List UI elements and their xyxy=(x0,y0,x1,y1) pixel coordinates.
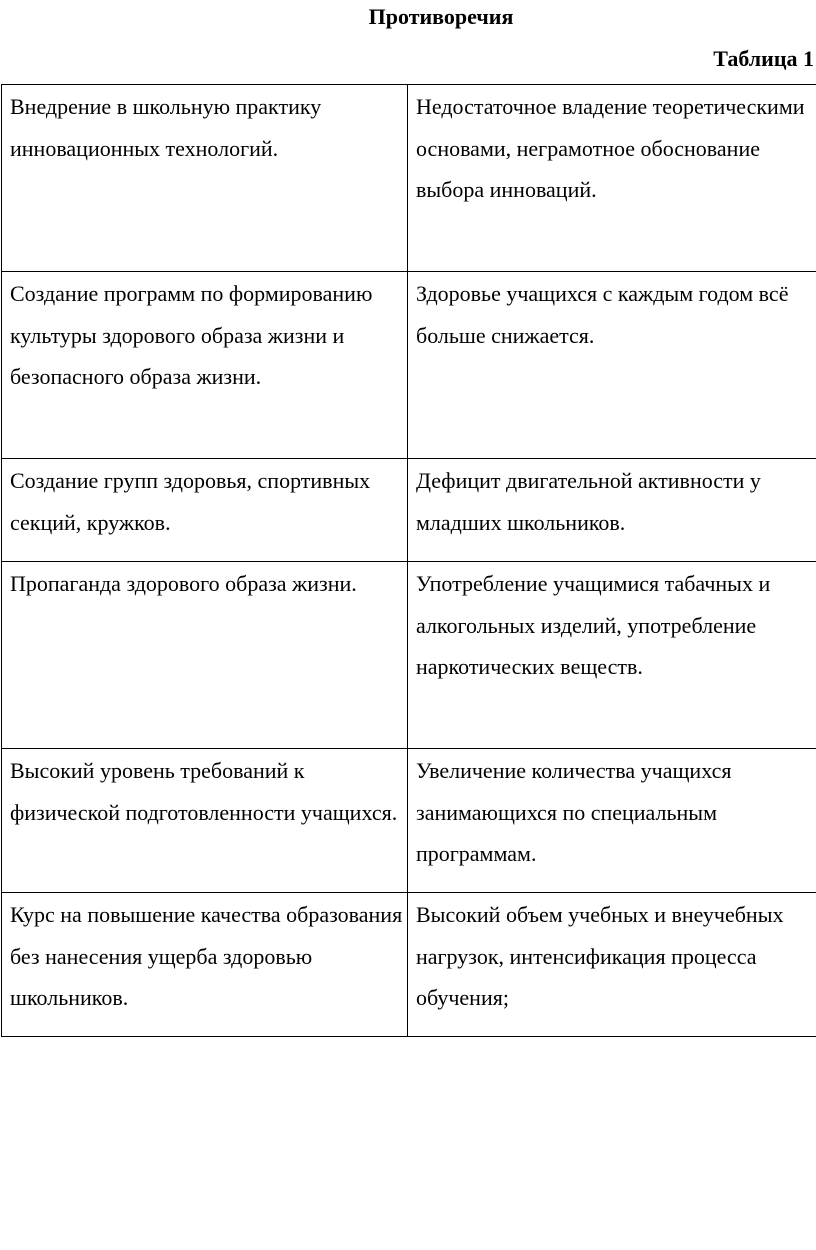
table-cell-left: Создание программ по формированию культуры здорового образа жизни и безопасного образа жизни. xyxy=(2,272,408,459)
table-cell-right: Употребление учащимися табачных и алкогольных изделий, употребление наркотических веществ. xyxy=(408,562,816,749)
table-row xyxy=(2,459,816,562)
table-cell-left: Высокий уровень требований к физической подготовленности учащихся. xyxy=(2,749,408,893)
table-cell-right: Недостаточное владение теоретическими основами, неграмотное обоснование выбора инноваций. xyxy=(408,85,816,272)
table-cell-left: Пропаганда здорового образа жизни. xyxy=(2,562,408,749)
table-row xyxy=(2,85,816,272)
table-cell-right: Дефицит двигательной активности у младших школьников. xyxy=(408,459,816,562)
table-row xyxy=(2,562,816,749)
table-cell-left: Создание групп здоровья, спортивных секций, кружков. xyxy=(2,459,408,562)
table-cell-right: Здоровье учащихся с каждым годом всё больше снижается. xyxy=(408,272,816,459)
table-cell-left: Курс на повышение качества образования без нанесения ущерба здоровью школьников. xyxy=(2,893,408,1037)
table-cell-left: Внедрение в школьную практику инновационных технологий. xyxy=(2,85,408,272)
table-row xyxy=(2,749,816,893)
table-label: Таблица 1 xyxy=(713,46,814,71)
table-row xyxy=(2,272,816,459)
table-row xyxy=(2,893,816,1037)
table-cell-right: Увеличение количества учащихся занимающихся по специальным программам. xyxy=(408,749,816,893)
table-cell-right: Высокий объем учебных и внеучебных нагрузок, интенсификация процесса обучения; xyxy=(408,893,816,1037)
document-title: Противоречия xyxy=(368,4,514,29)
contradictions-table xyxy=(1,84,816,1037)
